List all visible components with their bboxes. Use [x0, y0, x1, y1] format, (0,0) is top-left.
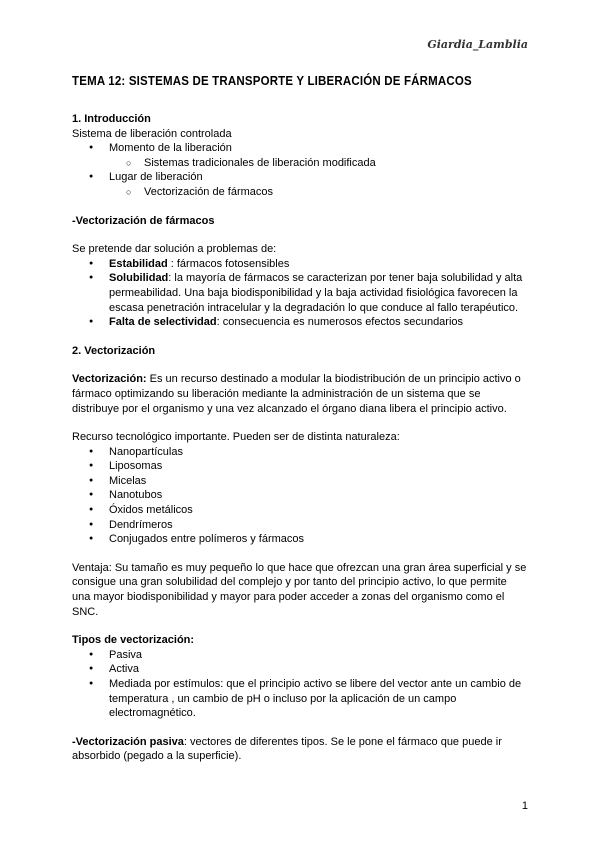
tipos-list: [72, 648, 528, 721]
list-item: ● Nanopartículas: [72, 445, 528, 460]
watermark-signature: Giardia_Lamblia: [427, 38, 528, 51]
section-heading-vectorizacion: 2. Vectorización: [72, 344, 156, 357]
ventaja-paragraph: Ventaja: Su tamaño es muy pequeño lo que hace que ofrezcan una gran área superficial y se consigue una gran solubilidad del complejo y por tanto del principio activo, lo que permite una mayor biodisponibilidad y mayor para poder acceder a zonas del organismo como el SNC.: [72, 561, 527, 618]
intro-list-2: [72, 170, 528, 185]
list-item: ● Liposomas: [72, 459, 528, 474]
document-page: [72, 74, 528, 764]
list-item: ● Óxidos metálicos: [72, 503, 528, 518]
list-item: ● Solubilidad: la mayoría de fármacos se caracterizan por tener baja solubilidad y alta permeabilidad. Una baja biodisponibilidad y la baja actividad fisiológica favorecen la escasa penetración intracelular y la degradación lo que conduce al fallo terapéutico.: [72, 271, 528, 315]
list-item: ● Mediada por estímulos: que el principio activo se libere del vector ante un cambio de temperatura , un cambio de pH o incluso por la aplicación de un campo electromagnético.: [72, 677, 528, 721]
list-item: ● Micelas: [72, 474, 528, 489]
subheading-tipos: Tipos de vectorización:: [72, 634, 195, 647]
problems-list: [72, 257, 528, 330]
list-item: ● Nanotubos: [72, 488, 528, 503]
list-item: ○ Sistemas tradicionales de liberación modificada: [72, 156, 528, 171]
definition-paragraph: Vectorización: Es un recurso destinado a modular la biodistribución de un principio activo o fármaco optimizando su liberación mediante la administración de un sistema que se distribuye por el organismo y una vez alcanzado el órgano diana libera el principio activo.: [72, 373, 521, 415]
intro-line: Sistema de liberación controlada: [72, 127, 232, 140]
list-item: ● Activa: [72, 662, 528, 677]
list-item: ● Momento de la liberación: [72, 141, 528, 156]
intro-list: [72, 141, 528, 156]
vector-types-list: [72, 445, 528, 547]
list-item: ● Pasiva: [72, 648, 528, 663]
intro-sublist: [72, 156, 528, 171]
problems-lead: Se pretende dar solución a problemas de:: [72, 243, 277, 256]
list-item: ● Falta de selectividad: consecuencia es numerosos efectos secundarios: [72, 315, 528, 330]
section-heading-introduccion: 1. Introducción: [72, 113, 151, 125]
recurso-lead: Recurso tecnológico importante. Pueden ser de distinta naturaleza:: [72, 431, 400, 444]
document-title: TEMA 12: SISTEMAS DE TRANSPORTE Y LIBERACIÓN DE FÁRMACOS: [72, 74, 472, 88]
list-item: ● Lugar de liberación: [72, 170, 528, 185]
pasiva-paragraph: -Vectorización pasiva: vectores de diferentes tipos. Se le pone el fármaco que puede ir absorbido (pegado a la superficie).: [72, 735, 502, 763]
intro-sublist-2: [72, 185, 528, 200]
list-item: ○ Vectorización de fármacos: [72, 185, 528, 200]
page-number: 1: [521, 800, 528, 812]
subheading-vectorizacion-farmacos: -Vectorización de fármacos: [72, 214, 215, 227]
list-item: ● Conjugados entre polímeros y fármacos: [72, 532, 528, 547]
list-item: ● Dendrímeros: [72, 518, 528, 533]
list-item: ● Estabilidad : fármacos fotosensibles: [72, 257, 528, 272]
